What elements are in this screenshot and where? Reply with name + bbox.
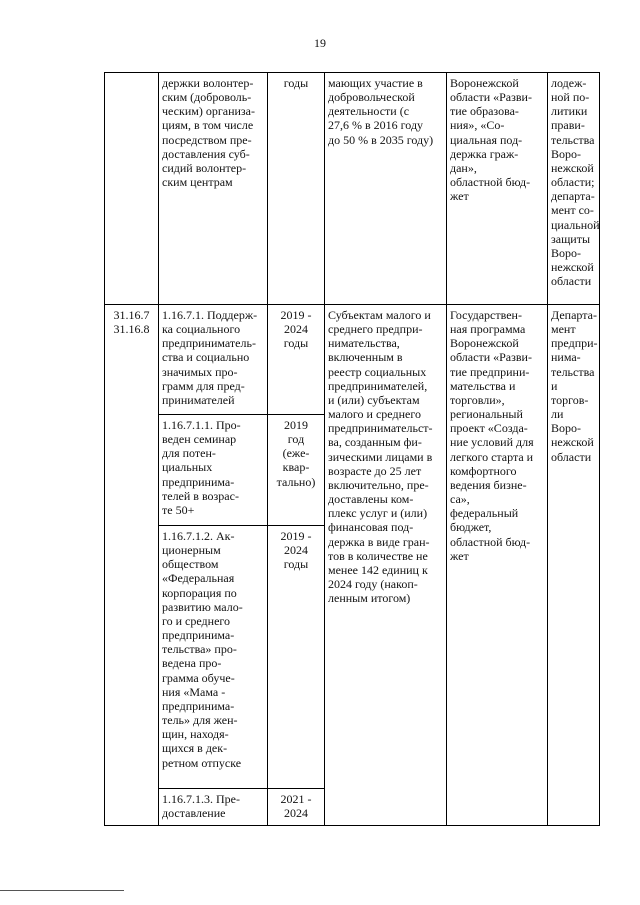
responsible-cell: Департа- мент предпри- нима- тельства и торгов- ли Воро- нежской области [548,305,600,826]
period-cell: 2019 - 2024 годы [268,305,325,415]
table-row [105,73,600,305]
period-cell: 2019 - 2024 годы [268,526,325,789]
row-number-cell: 31.16.7 31.16.8 [105,305,159,826]
result-cell: Субъектам малого и среднего предпри- нимательства, включенным в реестр социальных предпринимателей, и (или) субъектам малого и среднего предпринимательст- ва, созданным фи- зическими лицами в возрасте до 25 лет включительно, пре- доставлены ком- плекс услуг и (или) финансовая под- держка в виде гран- тов в количестве не менее 142 единиц к 2024 году (накоп- ленным итогом) [325,305,447,826]
period-cell: 2021 - 2024 [268,789,325,826]
period-cell: годы [268,73,325,305]
responsible-cell: лодеж- ной по- литики прави- тельства Воро- нежской области; департа- мент со- циальной защиты Воро- нежской области [548,73,600,305]
row-number-cell [105,73,159,305]
measure-cell: 1.16.7.1.1. Про- веден семинар для потен- циальных предпринима- телей в возрас- те 50+ [159,415,268,526]
footer-rule [0,890,124,891]
measures-table [104,72,600,826]
program-cell: Воронежской области «Разви- тие образова- ния», «Со- циальная под- держка граж- дан», областной бюд- жет [447,73,548,305]
measure-cell: 1.16.7.1. Поддерж- ка социального предприниматель- ства и социально значимых про- грамм для пред- принимателей [159,305,268,415]
measure-cell: 1.16.7.1.3. Пре- доставление [159,789,268,826]
program-cell: Государствен- ная программа Воронежской области «Разви- тие предприни- мательства и торговли», региональный проект «Созда- ние условий для легкого старта и комфортного ведения бизне- са», федеральный бюджет, областной бюд- жет [447,305,548,826]
page-number: 19 [314,36,326,50]
period-cell: 2019 год (еже- квар- тально) [268,415,325,526]
measure-cell: держки волонтер- ским (доброволь- ческим) организа- циям, в том числе посредством пре- доставления суб- сидий волонтер- ским центрам [159,73,268,305]
measure-cell: 1.16.7.1.2. Ак- ционерным обществом «Федеральная корпорация по развитию мало- го и среднего предпринима- тельства» про- ведена про- грамма обуче- ния «Мама - предпринима- тель» для жен- щин, находя- щихся в дек- ретном отпуске [159,526,268,789]
result-cell: мающих участие в добровольческой деятельности (с 27,6 % в 2016 году до 50 % в 2035 году) [325,73,447,305]
table-row [105,305,600,415]
